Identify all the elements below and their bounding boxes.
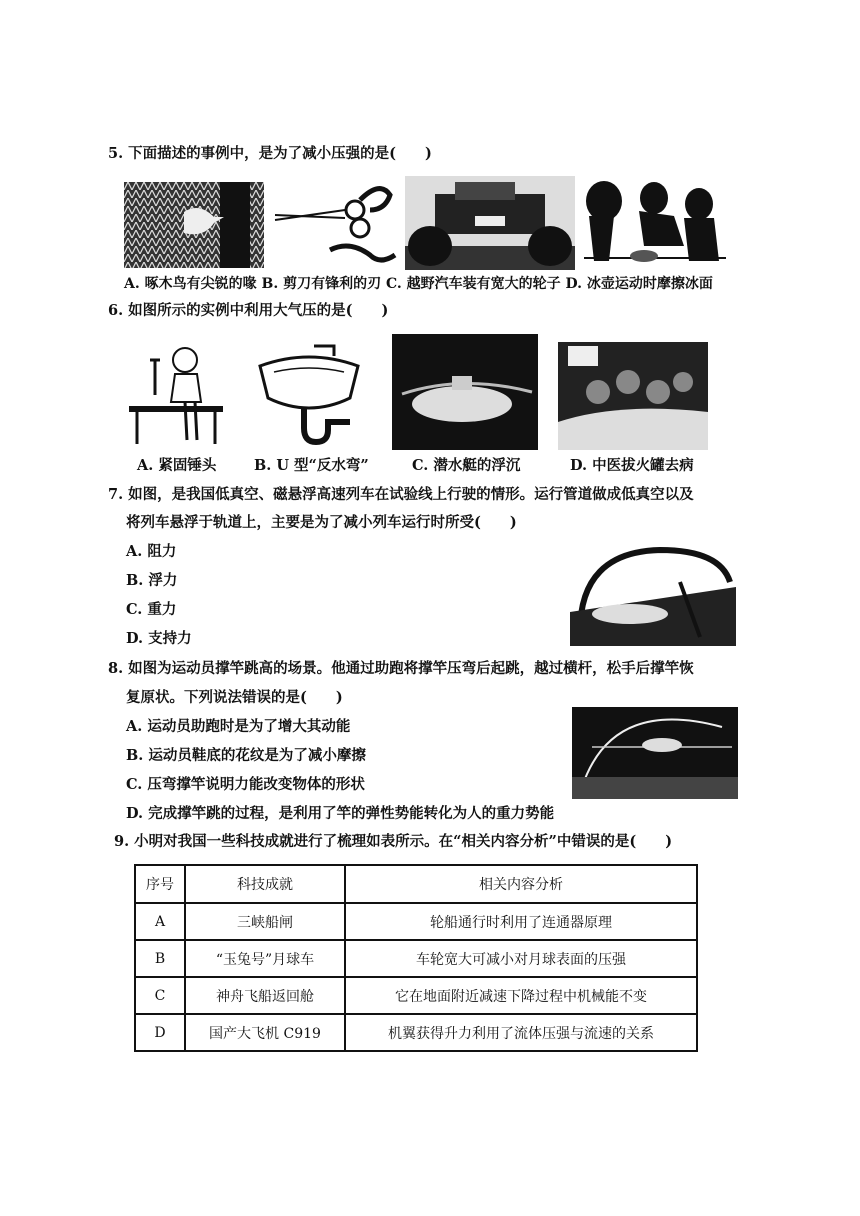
achievements-table (134, 864, 698, 1052)
q6-stem: 6. 如图所示的实例中利用大气压的是( ) (108, 302, 389, 319)
maglev-train-image (570, 542, 736, 646)
header-achievement: 科技成就 (185, 865, 345, 903)
table-row (135, 940, 697, 977)
q7-option-d: D. 支持力 (126, 630, 192, 647)
q8-option-d: D. 完成撑竿跳的过程，是利用了竿的弹性势能转化为人的重力势能 (126, 805, 555, 822)
table-row (135, 977, 697, 1014)
row-index: B (135, 940, 185, 977)
q5-stem: 5. 下面描述的事例中，是为了减小压强的是( ) (108, 145, 432, 162)
q8-option-c: C. 压弯撑竿说明力能改变物体的形状 (126, 776, 365, 793)
row-analysis: 轮船通行时利用了连通器原理 (345, 903, 697, 940)
q7-stem-line1: 7. 如图，是我国低真空、磁悬浮高速列车在试验线上行驶的情形。运行管道做成低真空以及 (108, 486, 694, 503)
q7-option-a: A. 阻力 (126, 543, 177, 560)
q6-caption-c: C. 潜水艇的浮沉 (412, 457, 521, 474)
table-header-row (135, 865, 697, 903)
q8-option-a: A. 运动员助跑时是为了增大其动能 (126, 718, 351, 735)
row-achievement: 国产大飞机 C919 (185, 1014, 345, 1051)
q5-options: A. 啄木鸟有尖锐的喙 B. 剪刀有锋利的刃 C. 越野汽车装有宽大的轮子 D. 冰壶运动时摩擦冰面 (124, 276, 713, 292)
header-analysis: 相关内容分析 (345, 865, 697, 903)
q7-stem-line2: 将列车悬浮于轨道上，主要是为了减小列车运行时所受( ) (126, 514, 517, 531)
pole-vault-image (572, 707, 738, 799)
curling-image (584, 176, 726, 270)
q6-caption-b: B. U 型“反水弯” (254, 457, 369, 474)
q6-caption-d: D. 中医拔火罐去病 (570, 457, 694, 474)
row-achievement: “玉兔号”月球车 (185, 940, 345, 977)
u-bend-sink-image (254, 338, 364, 450)
q7-option-c: C. 重力 (126, 601, 177, 618)
scissors-image (270, 180, 400, 270)
header-index: 序号 (135, 865, 185, 903)
q8-stem-line1: 8. 如图为运动员撑竿跳高的场景。他通过助跑将撑竿压弯后起跳，越过横杆，松手后撑竿恢 (108, 660, 694, 677)
row-achievement: 三峡船闸 (185, 903, 345, 940)
row-index: C (135, 977, 185, 1014)
offroad-truck-image (405, 176, 575, 270)
table-row (135, 903, 697, 940)
q9-stem: 9. 小明对我国一些科技成就进行了梳理如表所示。在“相关内容分析”中错误的是( ) (114, 833, 673, 850)
cupping-image (558, 342, 708, 450)
submarine-image (392, 334, 538, 450)
woodpecker-image (124, 182, 264, 268)
q8-option-b: B. 运动员鞋底的花纹是为了减小摩擦 (126, 747, 366, 764)
q6-caption-a: A. 紧固锤头 (137, 457, 217, 474)
row-analysis: 车轮宽大可减小对月球表面的压强 (345, 940, 697, 977)
hammer-bench-image (125, 340, 227, 446)
row-analysis: 它在地面附近减速下降过程中机械能不变 (345, 977, 697, 1014)
row-index: A (135, 903, 185, 940)
q8-stem-line2: 复原状。下列说法错误的是( ) (126, 689, 343, 706)
row-analysis: 机翼获得升力利用了流体压强与流速的关系 (345, 1014, 697, 1051)
q7-option-b: B. 浮力 (126, 572, 178, 589)
row-achievement: 神舟飞船返回舱 (185, 977, 345, 1014)
table-row (135, 1014, 697, 1051)
row-index: D (135, 1014, 185, 1051)
